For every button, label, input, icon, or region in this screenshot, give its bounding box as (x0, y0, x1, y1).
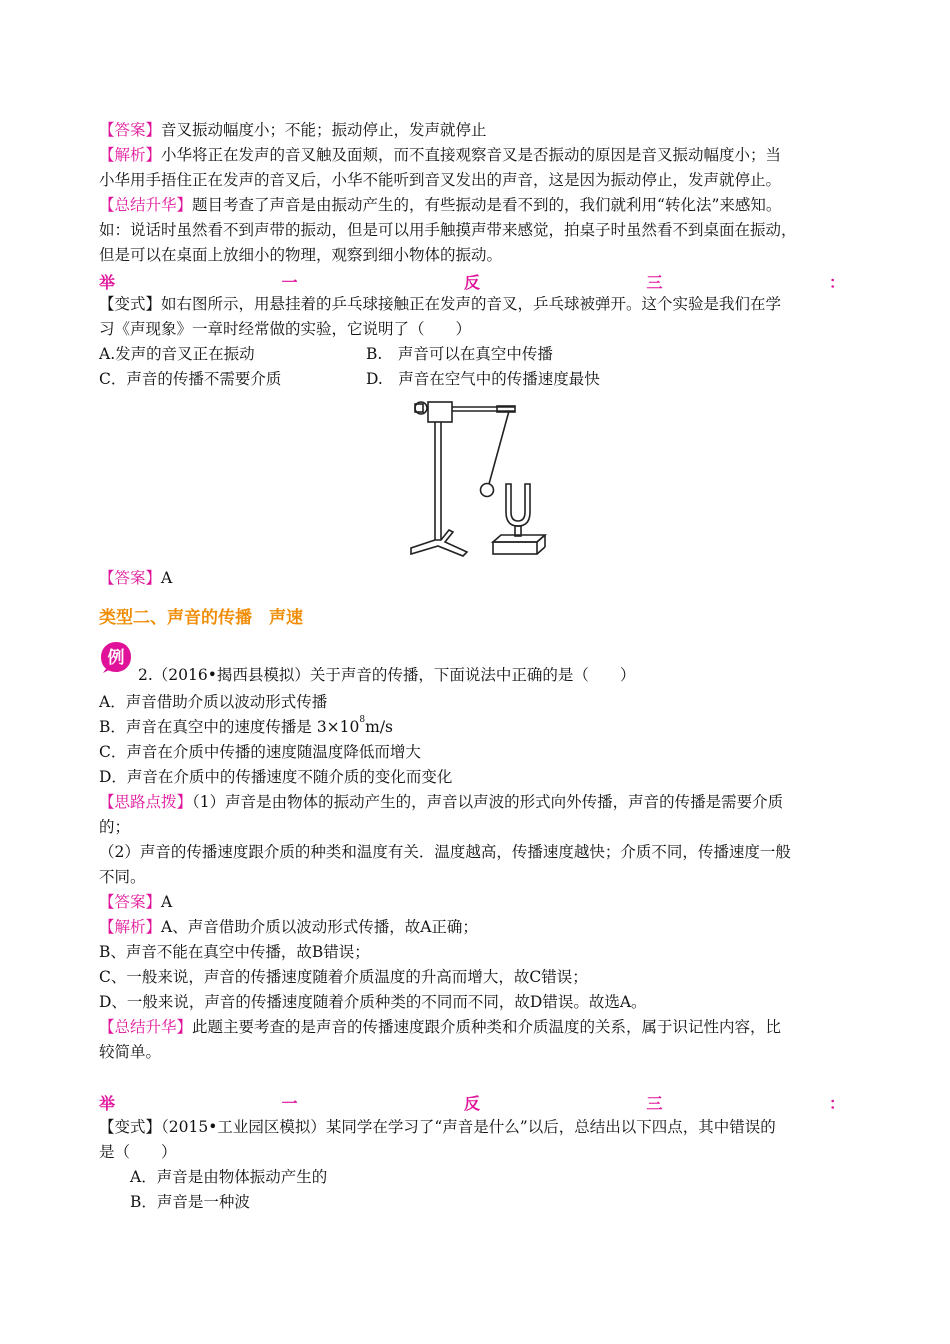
hint-line-2: 的； (99, 818, 131, 836)
example-summary-line (99, 1015, 859, 1040)
analysis-tag: 【解析】 (99, 146, 162, 164)
ping-pong-ball (481, 484, 494, 497)
example-summary-tag: 【总结升华】 (99, 1018, 193, 1036)
example-option-c: C．声音在介质中传播的速度随温度降低而增大 (99, 743, 421, 761)
option-a: A.发声的音叉正在振动 (99, 345, 255, 363)
example-option-a: A．声音借助介质以波动形式传播 (99, 693, 328, 711)
variant2-text: （2015•工业园区模拟）某同学在学习了“声音是什么”以后，总结出以下四点，其中错误的 (161, 1118, 776, 1136)
variant-options-ab (99, 342, 859, 367)
analysis-text: 小华将正在发声的音叉触及面颊，而不直接观察音叉是否振动的原因是音叉振动幅度小；当 (161, 146, 782, 164)
fork-base-box (493, 542, 537, 554)
option-c: C．声音的传播不需要介质 (99, 370, 282, 388)
variant-options-cd (99, 367, 859, 392)
summary-tag: 【总结升华】 (99, 196, 193, 214)
jyfs-char-4: 三 (646, 273, 663, 292)
answer-line (99, 118, 859, 143)
variant-tag: 【变式】 (99, 295, 162, 313)
example-analysis-line-3: C、一般来说，声音的传播速度随着介质温度的升高而增大，故C错误； (99, 968, 588, 986)
stand-clamp (428, 402, 452, 422)
summary-line-2: 如：说话时虽然看不到声带的振动，但是可以用手触摸声带来感觉，拍桌子时虽然看不到桌面在振动， (99, 221, 797, 239)
example-summary-line-2: 较简单。 (99, 1043, 162, 1061)
variant-text: 如右图所示，用悬挂着的乒乓球接触正在发声的音叉，乒乓球被弹开。这个实验是我们在学 (161, 295, 782, 313)
variant-answer-text: A (161, 569, 173, 587)
analysis-line (99, 143, 859, 168)
hint-line (99, 790, 859, 815)
jyfs-char-1: 举 (99, 273, 116, 292)
hint-line-4: 不同。 (99, 868, 146, 886)
example-analysis-line (99, 915, 859, 940)
summary-text: 题目考查了声音是由振动产生的，有些振动是看不到的，我们就利用“转化法”来感知。 (192, 196, 782, 214)
variant-line-2: 习《声现象》一章时经常做的实验，它说明了（ ） (99, 320, 472, 338)
example-question: 2.（2016•揭西县模拟）关于声音的传播，下面说法中正确的是（ ） (138, 666, 636, 684)
jyfs2-char-4: 三 (646, 1094, 663, 1113)
summary-line (99, 193, 859, 218)
option-b-suffix: m/s (365, 718, 393, 736)
answer-tag: 【答案】 (99, 121, 162, 139)
example-analysis-tag: 【解析】 (99, 918, 162, 936)
example-analysis-line-4: D、一般来说，声音的传播速度随着介质种类的不同而不同，故D错误。故选A。 (99, 993, 647, 1011)
example-badge-icon (99, 640, 133, 674)
stand-base (411, 530, 467, 556)
tuning-fork (506, 484, 530, 526)
pendulum-string (489, 411, 509, 484)
variant2-tag: 【变式】 (99, 1118, 162, 1136)
variant2-line (99, 1115, 859, 1140)
option-b-prefix: B．声音在真空中的速度传播是 3×10 (99, 718, 360, 736)
option-b: B. 声音可以在真空中传播 (366, 345, 553, 363)
example-answer-text: A (161, 893, 173, 911)
example-answer-tag: 【答案】 (99, 893, 162, 911)
option-d: D. 声音在空气中的传播速度最快 (366, 370, 600, 388)
jyfs2-char-1: 举 (99, 1094, 116, 1113)
variant-answer-line (99, 566, 859, 591)
jyfs-heading (99, 270, 845, 293)
answer-text: 音叉振动幅度小；不能；振动停止，发声就停止 (161, 121, 487, 139)
jyfs-char-2: 一 (281, 273, 298, 292)
variant2-option-b: B．声音是一种波 (130, 1193, 250, 1211)
tuning-fork-figure (405, 392, 555, 562)
variant2-option-a: A．声音是由物体振动产生的 (130, 1168, 328, 1186)
example-analysis-text: A、声音借助介质以波动形式传播，故A正确； (161, 918, 478, 936)
jyfs2-char-2: 一 (281, 1094, 298, 1113)
hint-text: （1）声音是由物体的振动产生的，声音以声波的形式向外传播，声音的传播是需要介质 (192, 793, 784, 811)
variant-answer-tag: 【答案】 (99, 569, 162, 587)
jyfs2-char-3: 反 (463, 1094, 480, 1113)
jyfs2-char-5: ： (828, 1094, 845, 1113)
example-summary-text: 此题主要考查的是声音的传播速度跟介质种类和介质温度的关系，属于识记性内容，比 (192, 1018, 782, 1036)
variant-line (99, 292, 859, 317)
example-badge-label: 例 (107, 648, 125, 668)
hint-line-3: （2）声音的传播速度跟介质的种类和温度有关．温度越高，传播速度越快；介质不同，传播速度一般 (99, 843, 791, 861)
jyfs-char-3: 反 (463, 273, 480, 292)
option-b-exponent: 8 (359, 715, 366, 725)
summary-line-3: 但是可以在桌面上放细小的物理，观察到细小物体的振动。 (99, 246, 503, 264)
example-option-b (99, 715, 859, 740)
jyfs-char-5: ： (828, 273, 845, 292)
hint-tag: 【思路点拨】 (99, 793, 193, 811)
example-answer-line (99, 890, 859, 915)
variant2-line-2: 是（ ） (99, 1143, 177, 1161)
example-analysis-line-2: B、声音不能在真空中传播，故B错误； (99, 943, 370, 961)
example-option-d: D．声音在介质中的传播速度不随介质的变化而变化 (99, 768, 453, 786)
analysis-line-2: 小华用手捂住正在发声的音叉后，小华不能听到音叉发出的声音，这是因为振动停止，发声就停止。 (99, 171, 782, 189)
jyfs-heading-2 (99, 1091, 845, 1114)
section-heading: 类型二、声音的传播 声速 (99, 608, 303, 628)
